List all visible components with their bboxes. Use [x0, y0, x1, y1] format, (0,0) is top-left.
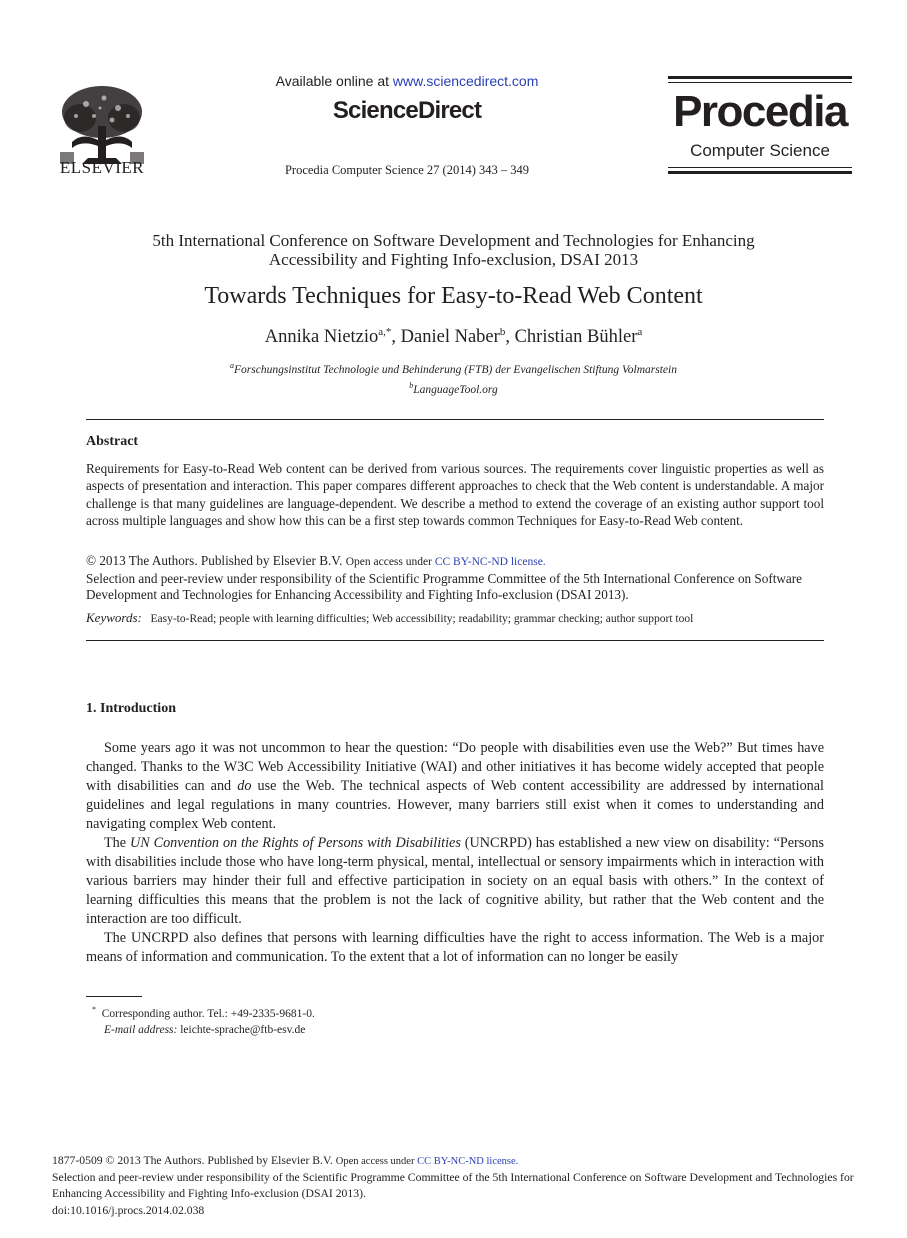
paragraph-text: (UNCRPD) has established a new view on disability: “Persons with disabilities include those who have long-term physical, mental, intellectual or sensory impairments which in interaction with various barriers may hinder their full and effective participation in society on an equal basis with others.” In the context of learning difficulties this means that the problem is not the lack of cognitive ability, but rather that the Web content and the interaction are too difficult.	[86, 835, 825, 927]
abstract-heading: Abstract	[86, 434, 139, 449]
abstract-copyright	[86, 553, 824, 604]
journal-reference: Procedia Computer Science 27 (2014) 343 – 349	[284, 163, 530, 177]
paragraph-text: The UNCRPD also defines that persons with learning difficulties have the right to access information. The Web is a major means of information and communication. To the extent that a lot of information can no longer be easily	[86, 930, 824, 965]
open-access-text: Open access under	[335, 1156, 418, 1167]
platform-title: ScienceDirect	[332, 97, 482, 124]
paragraph-text: Some years ago it was not uncommon to hear the question: “Do people with disabilities even use the Web?” But times have changed. Thanks to the W3C Web Accessibility Initiative (WAI) and other initiatives it has become widely accepted that people with disabilities can and	[86, 740, 824, 794]
abstract-bottom-rule	[86, 640, 824, 641]
brand-top-bar	[668, 76, 852, 79]
journal-brand-sub: Computer Science	[690, 141, 830, 160]
author-name: Annika Nietzio	[264, 327, 379, 348]
open-access-text: Open access under	[345, 556, 435, 568]
keywords-label: Keywords:	[86, 610, 142, 625]
abstract-top-rule	[86, 419, 824, 420]
section-heading-introduction: 1. Introduction	[86, 701, 176, 716]
license-link[interactable]: CC BY-NC-ND license.	[417, 1156, 519, 1167]
author-separator: ,	[391, 327, 401, 348]
footnote	[92, 1002, 315, 1038]
available-online-line	[200, 73, 614, 89]
author-marks: b	[499, 326, 506, 338]
footnote-mark: *	[92, 1005, 96, 1014]
emphasis-text: do	[237, 778, 252, 794]
conference-line-2: Accessibility and Fighting Info-exclusion, DSAI 2013	[268, 250, 639, 269]
copyright-text: © 2013 The Authors. Published by Elsevier B.V.	[86, 553, 346, 568]
available-prefix: Available online at	[275, 73, 393, 89]
affiliation-mark: b	[409, 380, 414, 390]
affiliation-text: LanguageTool.org	[413, 383, 498, 396]
sciencedirect-link[interactable]: www.sciencedirect.com	[392, 73, 539, 89]
paper-title: Towards Techniques for Easy-to-Read Web Content	[204, 283, 703, 309]
journal-brand-logo	[668, 76, 852, 174]
page-footer	[52, 1153, 862, 1219]
brand-bottom-thin-bar	[668, 167, 852, 168]
introduction-body	[86, 739, 824, 967]
peer-review-text: Selection and peer-review under responsibility of the Scientific Programme Committee of the 5th International Conference on Software Development and Technologies for Enhancing Accessibility and Fighting Info-exclusion (DSAI 2013).	[86, 570, 803, 602]
issn-copyright-text: 1877-0509 © 2013 The Authors. Published by Elsevier B.V.	[52, 1154, 336, 1167]
paragraph-text: use the Web. The technical aspects of Web content accessibility are addressed by international guidelines and legal regulations in many countries. However, many barriers still exist when it comes to understanding and navigating complex Web content.	[86, 778, 824, 832]
paragraph-text: The	[104, 835, 130, 851]
publisher-name: ELSEVIER	[59, 158, 145, 177]
brand-bottom-bar	[668, 171, 852, 174]
affiliation-b	[60, 378, 847, 398]
keywords-line	[86, 610, 824, 626]
author-name: Daniel Naber	[400, 327, 500, 348]
intro-paragraph-1	[86, 739, 824, 834]
footer-doi: doi:10.1016/j.procs.2014.02.038	[52, 1203, 205, 1217]
conference-line-1: 5th International Conference on Software Development and Technologies for Enhancing	[152, 231, 755, 250]
journal-brand: Procedia	[673, 87, 847, 136]
affiliation-text: Forschungsinstitut Technologie und Behinderung (FTB) der Evangelischen Stiftung Volmarstein	[234, 363, 677, 376]
footer-copyright-line	[52, 1153, 862, 1170]
intro-paragraph-3	[86, 929, 824, 967]
affiliation-mark: a	[230, 361, 235, 370]
license-link[interactable]: CC BY-NC-ND license.	[434, 556, 546, 568]
brand-top-thin-bar	[668, 82, 852, 83]
author-marks: a	[637, 326, 643, 338]
keywords-list: Easy-to-Read; people with learning difficulties; Web accessibility; readability; grammar checking; author support tool	[150, 613, 694, 625]
emphasis-text: UN Convention on the Rights of Persons with Disabilities	[129, 835, 461, 851]
email-label: E-mail address:	[104, 1023, 178, 1036]
email-address: leichte-sprache@ftb-esv.de	[180, 1023, 306, 1036]
author-separator: ,	[505, 327, 515, 348]
footnote-corresponding	[92, 1002, 315, 1022]
conference-name	[100, 231, 807, 269]
footnote-email	[92, 1022, 315, 1038]
author-name: Christian Bühler	[514, 327, 638, 348]
abstract-body: Requirements for Easy-to-Read Web content can be derived from various sources. The requirements cover linguistic properties as well as aspects of presentation and interaction. This paper compares different approaches to check that the Web content is understandable. A major challenge is that many guidelines are language-dependent. We describe a method to extend the coverage of an existing author support tool across multiple languages and show how this can be a first step towards common Techniques for Easy-to-Read Web content.	[86, 461, 824, 528]
footer-peer-review: Selection and peer-review under responsibility of the Scientific Programme Committee of the 5th International Conference on Software Development and Technologies for Enhancing Accessibility and Fighting Info-exclusion (DSAI 2013).	[52, 1171, 854, 1201]
footnote-rule	[86, 996, 142, 997]
affiliation-a	[60, 358, 847, 378]
author-list	[60, 326, 847, 348]
affiliations	[60, 358, 847, 398]
author-marks: a,*	[378, 326, 392, 338]
intro-paragraph-2	[86, 834, 824, 929]
corresponding-author-text: Corresponding author. Tel.: +49-2335-9681-0.	[101, 1007, 315, 1020]
